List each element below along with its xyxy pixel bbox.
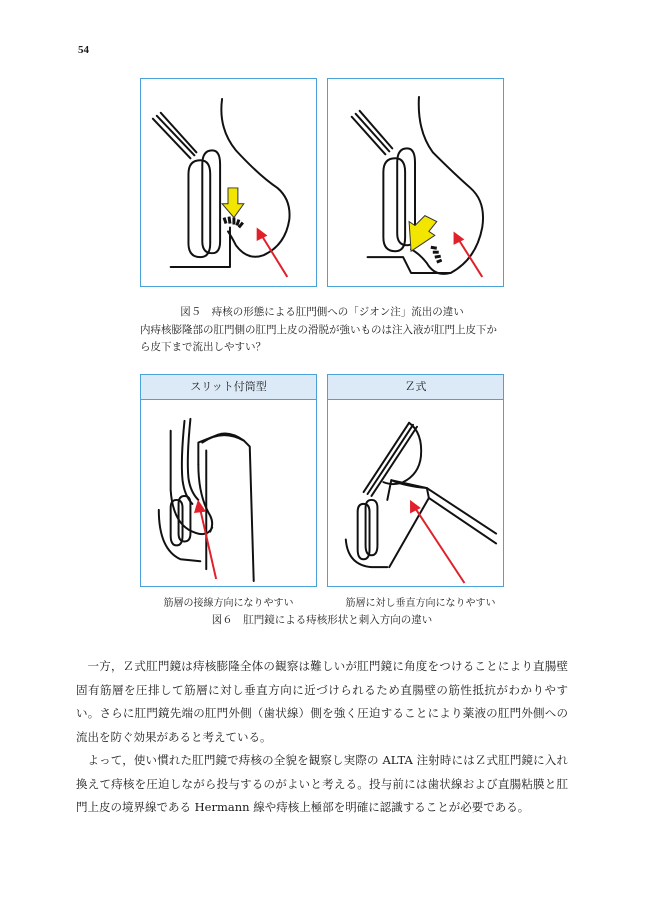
figure5-note-line1: 内痔核膨隆部の肛門側の肛門上皮の滑脱が強いものは注入液が肛門上皮下か xyxy=(140,324,497,336)
figure5-right-illustration xyxy=(328,79,503,286)
figure5-right-panel xyxy=(327,78,504,287)
figure6-caption: 図６ 肛門鏡による痔核形状と刺入方向の違い xyxy=(211,614,433,626)
anoscope-body xyxy=(387,480,429,567)
figure5-left-illustration xyxy=(141,79,316,286)
body-text xyxy=(76,655,568,820)
figure6-right-header: Ｚ式 xyxy=(328,375,503,400)
figure6-right-panel xyxy=(327,374,504,587)
anoscope-wall xyxy=(358,504,370,559)
anoscope-wall xyxy=(366,500,378,555)
figure5-left-panel xyxy=(140,78,317,287)
hemorrhoid-outline xyxy=(411,97,483,274)
hemorrhoid-outline xyxy=(221,99,289,257)
body-paragraph-2: よって，使い慣れた肛門鏡で痔核の全貌を観察し実際の ALTA 注射時にはＺ式肛門鏡に入れ換えて痔核を圧迫しながら投与するのがよいと考える。投与前には歯状線および直腸粘膜と肛門上皮の境界線である Hermann 線や痔核上極部を明確に認識することが必要である。 xyxy=(76,753,568,814)
figure5-note-line2: ら皮下まで流出しやすい？ xyxy=(140,341,266,353)
yellow-arrow-icon xyxy=(409,216,437,252)
page-number: 54 xyxy=(78,44,89,56)
figure6-right-sub-caption: 筋層に対し垂直方向になりやすい xyxy=(345,598,496,609)
anoscope-wall xyxy=(383,158,405,251)
figure6-left-header: スリット付筒型 xyxy=(141,375,316,400)
needle-line xyxy=(157,116,195,156)
figure6-left-illustration xyxy=(141,400,316,588)
figure6-right-illustration xyxy=(328,400,503,588)
figure5-caption: 図５ 痔核の形態による肛門側への「ジオン注」流出の違い xyxy=(180,306,464,318)
anal-epithelium-line xyxy=(368,257,451,273)
figure6-left-sub-caption: 筋層の接線方向になりやすい xyxy=(163,598,294,609)
red-arrow-icon xyxy=(411,502,464,583)
figure6-left-panel xyxy=(140,374,317,587)
yellow-arrow-icon xyxy=(222,188,244,218)
body-paragraph-1: 一方，Ｚ式肛門鏡は痔核膨隆全体の観察は難しいが肛門鏡に角度をつけることにより直腸壁固有筋層を圧排して筋層に対し垂直方向に近づけられるため直腸壁の筋性抵抗がわかりやすい。さらに肛門鏡先端の肛門外側（歯状線）側を強く圧迫することにより薬液の肛門外側への流出を防ぐ効果があると考えている。 xyxy=(76,659,568,744)
anoscope-wall xyxy=(188,160,210,257)
anoscope-wall xyxy=(179,496,191,541)
